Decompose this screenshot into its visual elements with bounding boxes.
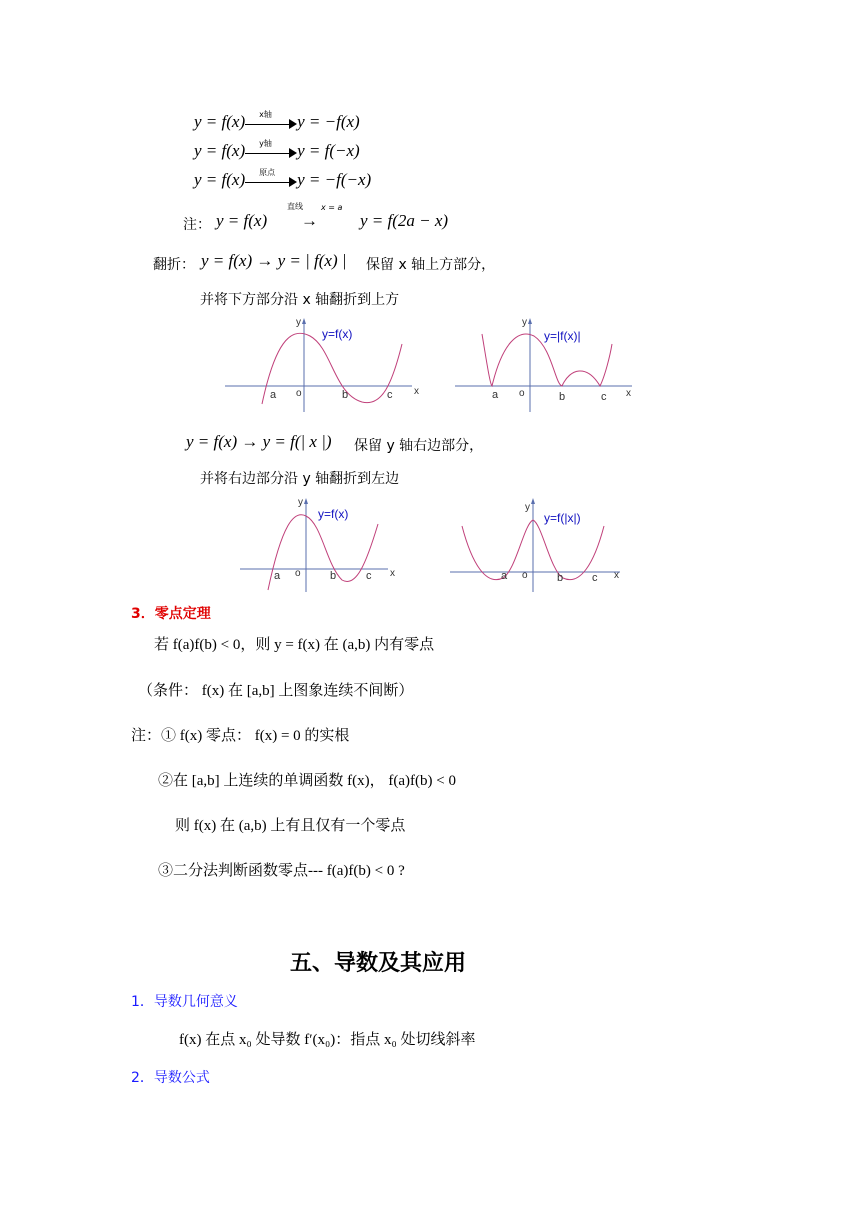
section-3-line2: （条件： f(x) 在 [a,b] 上图象连续不间断） (138, 683, 414, 699)
label-c: c (366, 570, 372, 582)
arrow-label: y轴 (259, 139, 272, 149)
section-3-title: 3．零点定理 (131, 606, 211, 622)
transform-right: y = −f(x) (297, 112, 360, 131)
origin-label: o (295, 568, 301, 579)
note-label-top: 直线 (287, 202, 303, 211)
transform-row-3 (194, 170, 371, 190)
note-right: y = f(2a − x) (360, 211, 449, 230)
label-a: a (501, 570, 508, 582)
transform-left: y = f(x) (194, 141, 246, 160)
axis-y-label: y (522, 317, 527, 328)
label-a: a (492, 389, 499, 401)
note-arrow-icon: → (301, 211, 318, 230)
arrow-icon (245, 110, 297, 130)
axis-y-label: y (296, 317, 301, 328)
deriv-item-1: 1．导数几何意义 (131, 994, 238, 1010)
axis-y-label: y (298, 497, 303, 508)
origin-label: o (522, 570, 528, 581)
axis-x-label: x (390, 568, 395, 579)
axis-y-label: y (525, 502, 530, 513)
flip1-prefix: 翻折： (153, 257, 195, 273)
arrow-label: 原点 (259, 168, 276, 178)
graph-title: y=|f(x)| (544, 329, 581, 343)
transform-row-2 (194, 141, 360, 161)
arrow-label: x轴 (259, 110, 272, 120)
flip1-formula: y = f(x) → y = | f(x) | (201, 251, 347, 270)
graph-fx-1 (222, 314, 422, 414)
flip1-text: 保留 x 轴上方部分， (366, 257, 496, 273)
deriv-line1: f(x) 在点 x₀ 处导数 f′(x₀)：指点 x₀ 处切线斜率 (179, 1032, 476, 1048)
origin-label: o (519, 388, 525, 399)
label-a: a (270, 389, 277, 401)
transform-left: y = f(x) (194, 112, 246, 131)
axis-x-label: x (414, 386, 419, 397)
flip2-formula: y = f(x) → y = f(| x |) (186, 432, 332, 451)
label-c: c (387, 389, 393, 401)
graph-title: y=f(x) (322, 327, 353, 341)
transform-right: y = f(−x) (297, 141, 360, 160)
graph-title: y=f(|x|) (544, 511, 581, 525)
note-label-side: x = a (321, 203, 343, 212)
graph-f-absx-2 (448, 494, 638, 594)
arrow-icon (245, 168, 297, 188)
transform-row-1 (194, 112, 360, 132)
arrow-icon (245, 139, 297, 159)
graph-fx-2 (238, 494, 408, 594)
label-a: a (274, 570, 281, 582)
flip1-text2: 并将下方部分沿 x 轴翻折到上方 (200, 292, 400, 308)
transform-left: y = f(x) (194, 170, 246, 189)
label-b: b (557, 572, 564, 584)
label-c: c (592, 572, 598, 584)
axis-x-label: x (626, 388, 631, 399)
flip2-text2: 并将右边部分沿 y 轴翻折到左边 (200, 471, 400, 487)
graph-abs-fx-1 (452, 314, 642, 414)
origin-label: o (296, 388, 302, 399)
section-3-note1: 注：① f(x) 零点： f(x) = 0 的实根 (131, 728, 350, 744)
transform-right: y = −f(−x) (297, 170, 372, 189)
flip2-text: 保留 y 轴右边部分， (354, 438, 484, 454)
label-c: c (601, 391, 607, 403)
section-3-line1: 若 f(a)f(b) < 0，则 y = f(x) 在 (a,b) 内有零点 (154, 637, 435, 653)
deriv-item-2: 2．导数公式 (131, 1070, 210, 1086)
graph-title: y=f(x) (318, 507, 349, 521)
section-3-note2: ②在 [a,b] 上连续的单调函数 f(x)， f(a)f(b) < 0 (158, 773, 456, 789)
label-b: b (342, 389, 349, 401)
section-3-note4: ③二分法判断函数零点--- f(a)f(b) < 0 ? (158, 863, 405, 879)
note-left: y = f(x) (216, 211, 268, 230)
label-b: b (559, 391, 566, 403)
label-b: b (330, 570, 337, 582)
section-3-note3: 则 f(x) 在 (a,b) 上有且仅有一个零点 (175, 818, 406, 834)
axis-x-label: x (614, 570, 619, 581)
chapter-title: 五、导数及其应用 (290, 951, 467, 976)
note-prefix: 注： (183, 217, 211, 233)
